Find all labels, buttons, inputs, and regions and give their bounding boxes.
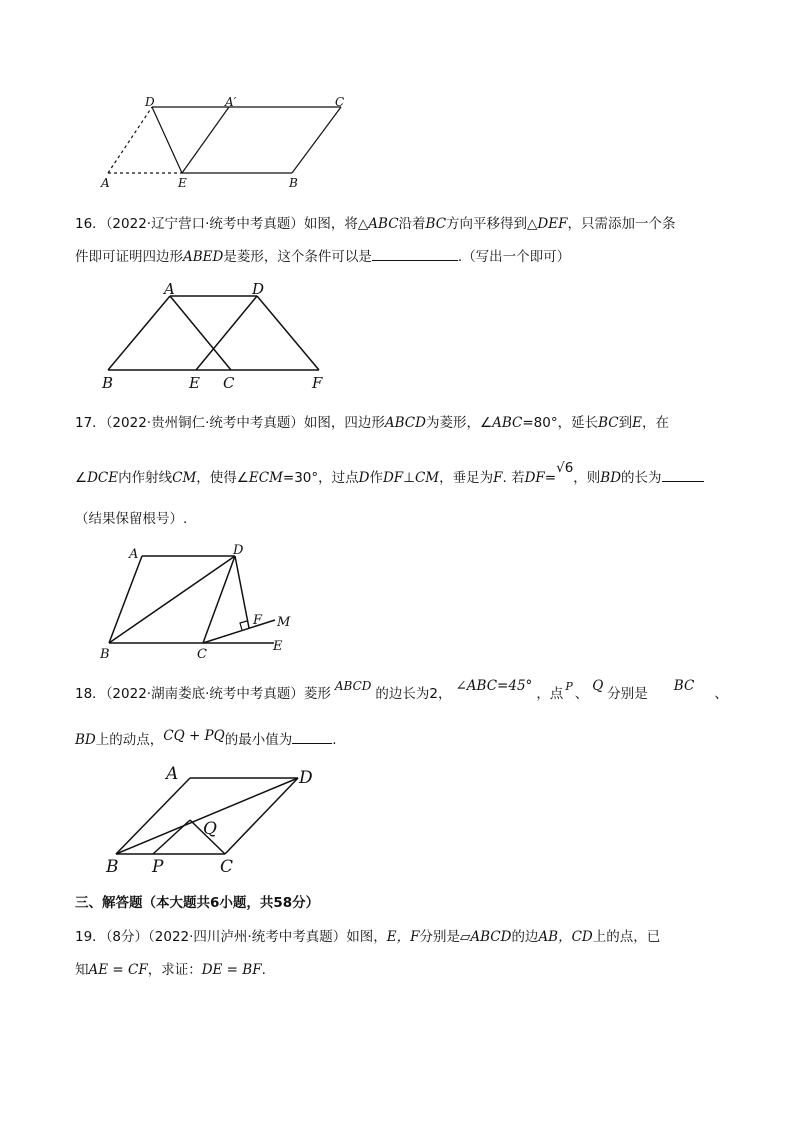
q19-text: 知 [75,962,89,978]
q18-text: ，点 [536,686,564,702]
q19-source: （2022·四川泸州·统考中考真题） [148,929,347,945]
q16-line1 [75,214,675,234]
q17-math: DCE [87,470,119,486]
label-M: M [277,615,291,630]
q18-math: BC [673,678,695,694]
q19-math-parallelogram: ▱ABCD [459,929,512,945]
answer-blank[interactable] [292,729,332,744]
q17-text: ∠ [75,470,88,486]
q18-text: 的边长为2， [375,686,452,702]
q19-text: 分别是 [419,929,460,945]
q17-text: ，使得∠ [196,470,249,486]
q19-text: ，求证： [147,962,202,978]
q19-number: 19． [75,929,106,945]
q16-text: 是菱形，这个条件可以是 [223,249,372,265]
figure-q18 [100,758,330,878]
q17-text: 的长为 [621,470,662,486]
q16-text: .（写出一个即可） [457,249,571,265]
q16-text: 如图，将 [303,216,358,232]
q16-math-bc: BC [425,216,447,232]
q18-math: P [565,680,573,693]
q18-source: （2022·湖南娄底·统考中考真题） [105,686,304,702]
q16-text: 方向平移得到 [446,216,528,232]
q18-text: 菱形 [303,686,331,702]
label-C: C [220,857,234,877]
label-B: B [100,647,110,662]
q18-math: BD [75,732,96,748]
label-A: A [101,176,110,190]
q18-text: 、 [714,686,728,702]
q19-math: AE = CF [88,962,148,978]
q19-math: AB，CD [538,929,593,945]
label-C: C [197,647,207,662]
q17-text: 作 [369,470,383,486]
label-D: D [233,543,244,558]
q18-text: 上的动点， [95,732,164,748]
q19-text: 如图， [346,929,387,945]
q17-text: 如图，四边形 [303,415,385,431]
q16-math-triangle-abc: △ABC [357,216,399,232]
label-E: E [189,374,200,392]
q18-math: Q [592,678,604,694]
q17-text: （结果保留根号）. [75,511,188,527]
label-B: B [106,857,119,877]
q16-number: 16． [75,216,106,232]
q17-line1 [75,413,669,433]
label-A-prime: A′ [225,95,237,109]
q16-math-triangle-def: △DEF [527,216,568,232]
q18-text: 分别是 [607,686,648,702]
q17-math: DF [382,470,404,486]
label-A: A [166,764,179,784]
q17-text: ⊥ [403,470,415,486]
q17-math: ECM [248,470,283,486]
q17-math: ABCD [384,415,426,431]
label-B: B [289,176,298,190]
label-F: F [312,374,323,392]
q18-math: ∠ABC=45° [455,678,533,694]
q17-text: ，在 [641,415,669,431]
q16-math-abed: ABED [183,249,224,265]
label-D: D [252,280,265,298]
label-A: A [164,280,175,298]
figure-q17 [95,538,305,663]
q17-math: CM [172,470,197,486]
q17-text: =30°，过点 [282,470,359,486]
q18-line1 [75,678,728,705]
q18-line2 [75,729,337,750]
label-Q: Q [203,819,217,839]
q19-line1 [75,927,660,947]
q16-text: ，只需添加一个条 [567,216,676,232]
label-B: B [102,374,114,392]
label-C: C [223,374,235,392]
q16-text: 件即可证明四边形 [75,249,183,265]
q17-text: . 若 [502,470,525,486]
label-E: E [273,639,283,654]
q18-text: 的最小值为 [224,732,293,748]
q18-math: CQ + PQ [163,728,225,744]
q17-text: 内作射线 [118,470,173,486]
q16-source: （2022·辽宁营口·统考中考真题） [105,216,304,232]
q17-text: = [544,470,557,486]
q17-text: 为菱形，∠ [425,415,493,431]
q17-number: 17． [75,415,106,431]
section-title: 三、解答题（本大题共6小题，共58分） [75,895,320,911]
answer-blank[interactable] [662,467,704,482]
q17-line3 [75,509,187,529]
q17-math: CM [414,470,440,486]
label-F: F [253,613,263,628]
q19-text: 的边 [511,929,539,945]
q16-text: 沿着 [398,216,426,232]
q19-math: DE = BF [201,962,262,978]
q17-math: F [493,470,503,486]
label-C: C [335,95,345,109]
q17-text: ，垂足为 [439,470,494,486]
label-D: D [299,768,313,788]
label-D: D [145,95,155,109]
q18-math: ABCD [334,679,372,693]
q18-text: 、 [574,686,589,702]
figure-q15 [95,92,365,192]
q17-math: BD [600,470,622,486]
q18-text: . [332,732,337,748]
q17-text: ，则 [573,470,601,486]
q19-line2 [75,960,266,980]
q17-math: BC [598,415,619,431]
q17-source: （2022·贵州铜仁·统考中考真题） [105,415,304,431]
q19-text: 上的点，已 [592,929,661,945]
label-A: A [129,547,139,562]
q19-text: . [261,962,266,978]
q17-math: E [632,415,642,431]
q17-line2 [75,460,704,488]
q17-text: =80°，延长 [522,415,599,431]
q17-math-sqrt6: √6 [556,460,574,476]
answer-blank[interactable] [372,246,458,261]
q18-number: 18． [75,686,106,702]
q19-score: （8分） [105,929,149,945]
q17-text: 到 [618,415,633,431]
label-P: P [152,857,164,877]
label-E: E [178,176,187,190]
q17-math: D [358,470,370,486]
figure-q16 [95,278,345,393]
q17-math: ABC [492,415,523,431]
q17-math: DF [524,470,545,486]
q16-line2 [75,246,570,267]
q19-math: E，F [386,929,420,945]
